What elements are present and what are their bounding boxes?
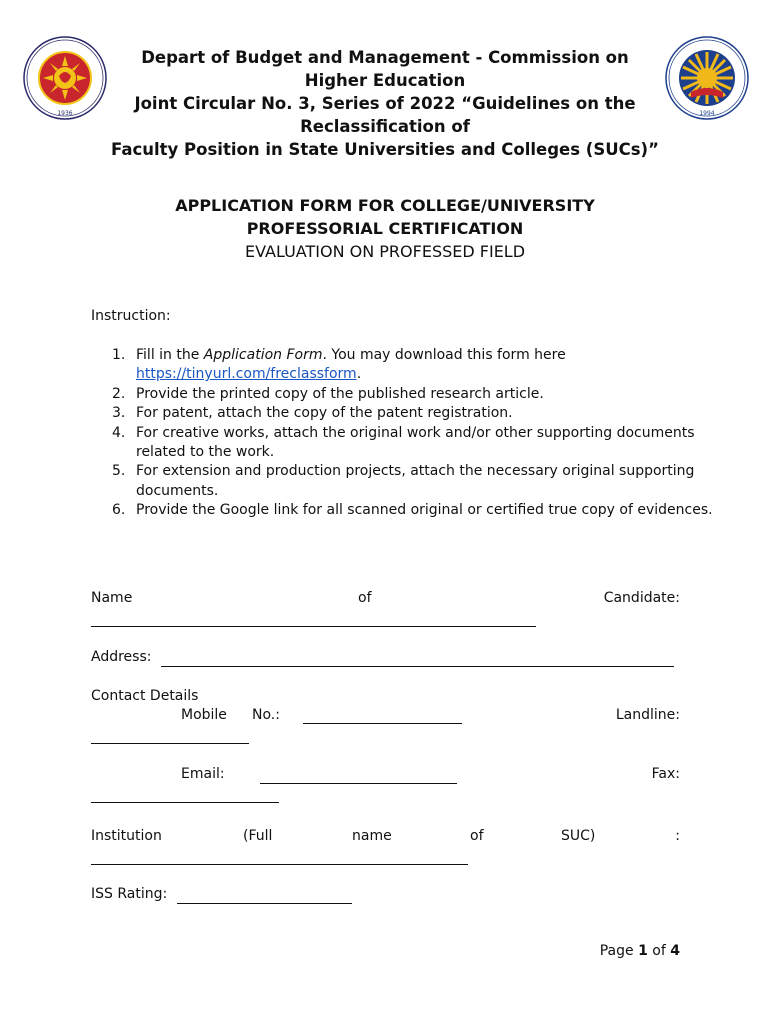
form-title	[80, 194, 690, 263]
iss-rating-field[interactable]	[177, 903, 352, 904]
instruction-item: 4. For creative works, attach the original work and/or other supporting documents related to the work.	[112, 424, 695, 461]
institution-label-word-3: name	[352, 828, 392, 844]
name-label-word-1: Name	[91, 590, 133, 606]
svg-text:1994: 1994	[699, 110, 715, 117]
document-header	[80, 46, 690, 161]
iss-rating-label: ISS Rating:	[91, 886, 168, 902]
institution-label-word-2: (Full	[243, 828, 273, 844]
institution-label-word-6: :	[675, 828, 680, 844]
instruction-list	[91, 346, 736, 521]
mobile-label-b: No.:	[252, 707, 280, 723]
name-label-word-3: Candidate:	[603, 590, 680, 606]
instruction-item: 3. For patent, attach the copy of the patent registration.	[112, 405, 513, 422]
contact-details-label: Contact Details	[91, 688, 199, 704]
fax-label: Fax:	[651, 766, 680, 782]
header-line-5: Faculty Position in State Universities and Colleges (SUCs)”	[111, 140, 659, 159]
fax-field[interactable]	[91, 802, 279, 803]
header-line-4: Reclassification of	[300, 117, 470, 136]
svg-text:1936: 1936	[57, 110, 73, 117]
name-label-word-2: of	[358, 590, 372, 606]
page-number: Page 1 of 4	[599, 943, 680, 959]
address-label: Address:	[91, 649, 152, 665]
institution-label-word-1: Institution	[91, 828, 162, 844]
title-line-3: EVALUATION ON PROFESSED FIELD	[244, 242, 526, 261]
candidate-name-field[interactable]	[91, 626, 536, 627]
instruction-item: 2. Provide the printed copy of the published research article.	[112, 385, 544, 402]
instruction-item: 1. Fill in the Application Form. You may download this form here https://tinyurl.com/freclassform.	[112, 347, 566, 383]
address-field[interactable]	[161, 666, 674, 667]
institution-label-word-4: of	[470, 828, 484, 844]
instruction-item: 5. For extension and production projects, attach the necessary original supporting documents.	[112, 463, 695, 499]
title-line-1: APPLICATION FORM FOR COLLEGE/UNIVERSITY	[175, 196, 595, 215]
landline-field[interactable]	[91, 743, 249, 744]
instruction-label: Instruction:	[91, 308, 171, 324]
instruction-item: 6. Provide the Google link for all scanned original or certified true copy of evidences.	[112, 502, 713, 519]
header-line-2: Higher Education	[304, 71, 466, 90]
header-line-1: Depart of Budget and Management - Commission on	[141, 48, 629, 67]
email-field[interactable]	[260, 783, 457, 784]
download-form-link[interactable]: https://tinyurl.com/freclassform	[136, 366, 357, 383]
mobile-label-a: Mobile	[181, 707, 227, 723]
mobile-field[interactable]	[303, 723, 462, 724]
header-line-3: Joint Circular No. 3, Series of 2022 “Guidelines on the	[134, 94, 636, 113]
institution-field[interactable]	[91, 864, 468, 865]
email-label: Email:	[181, 766, 225, 782]
title-line-2: PROFESSORIAL CERTIFICATION	[246, 219, 524, 238]
landline-label: Landline:	[615, 707, 680, 723]
institution-label-word-5: SUC)	[561, 828, 596, 844]
